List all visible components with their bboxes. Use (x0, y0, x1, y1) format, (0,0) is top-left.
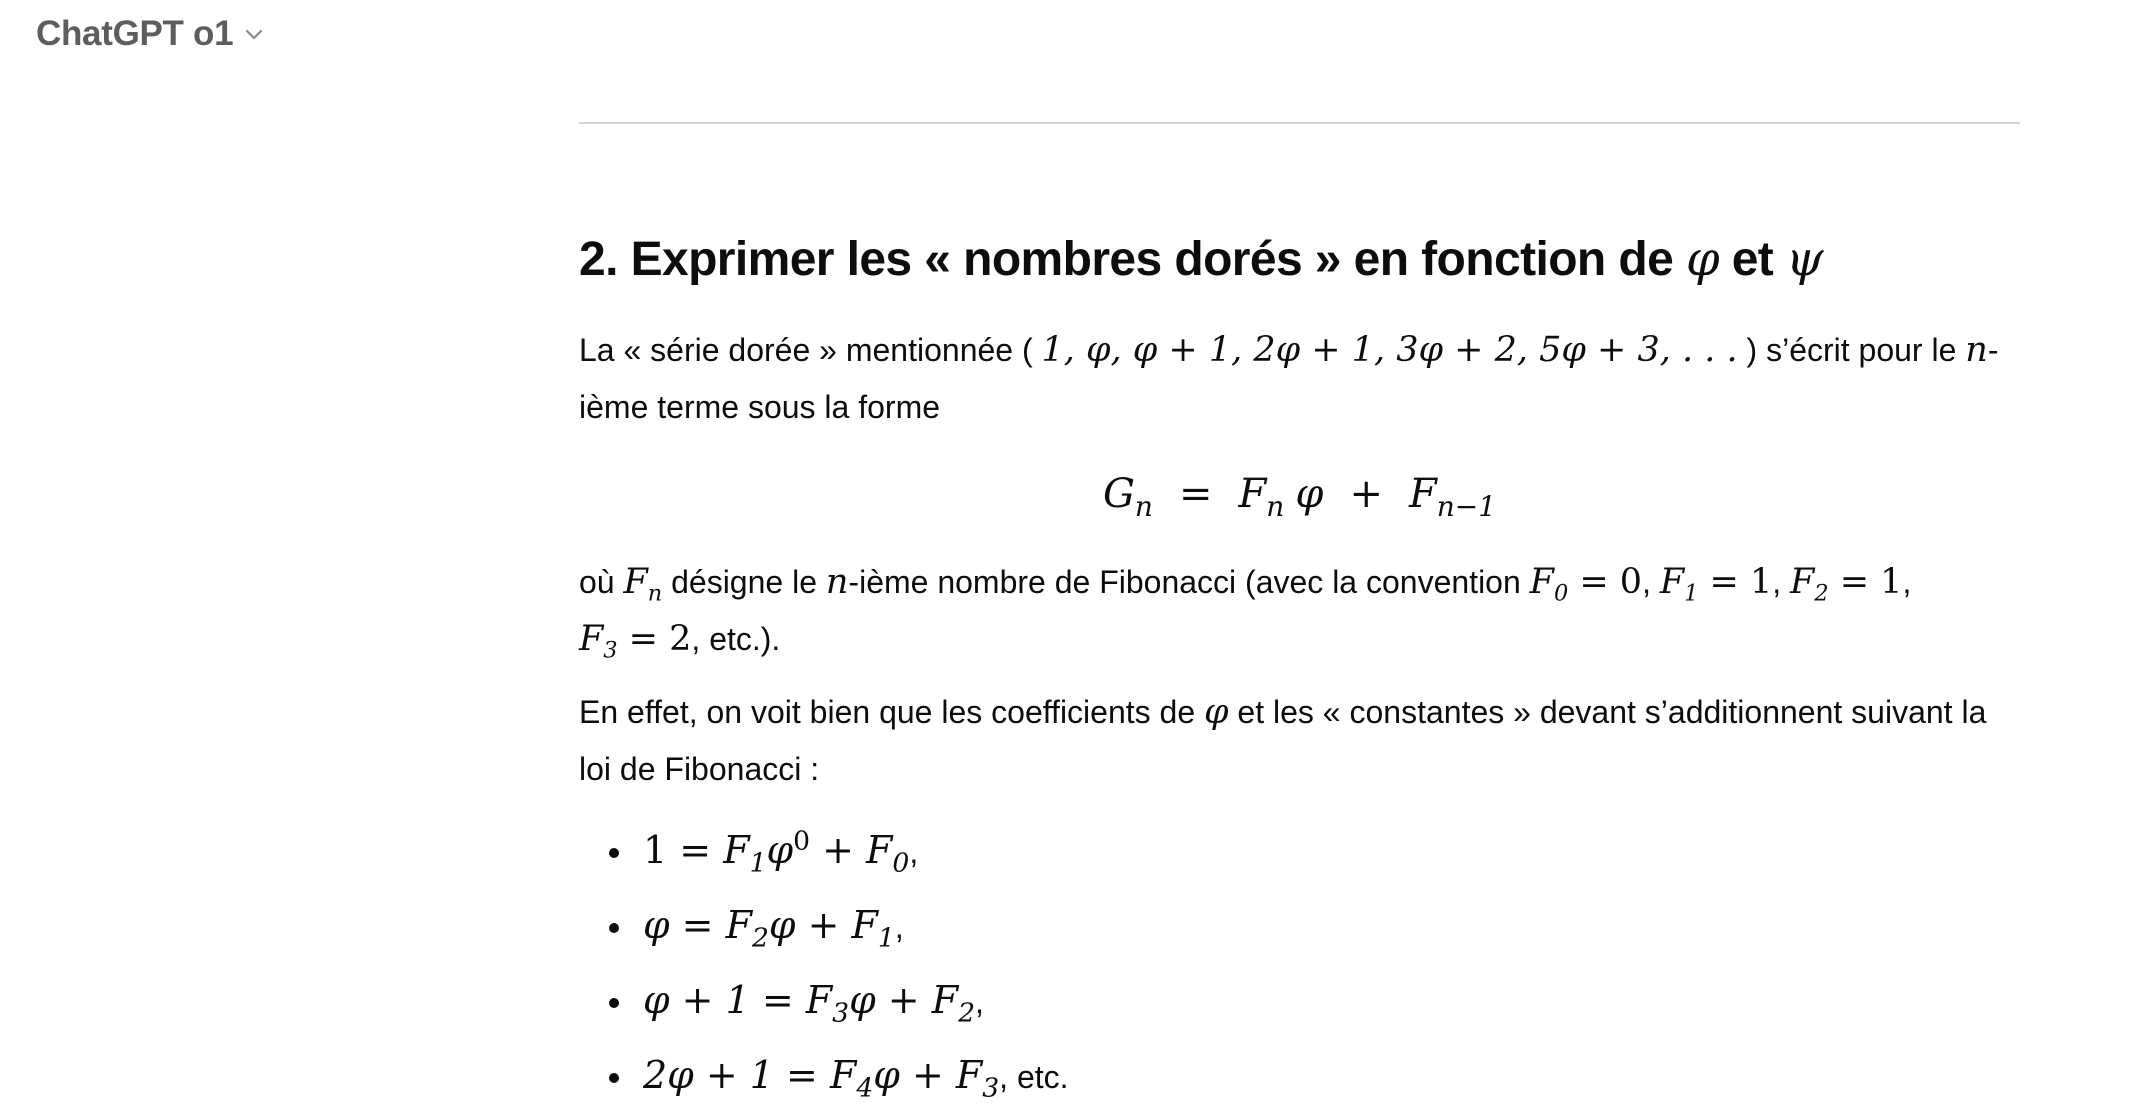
chevron-down-icon[interactable] (243, 23, 265, 45)
list-item: $\varphi = F_2\varphi + F_1$, (643, 889, 2020, 964)
paragraph-coefficients: En effet, on voit bien que les coefficients de φ et les « constantes » devant s’additionnent suivant la loi de Fibonacci : (579, 692, 1987, 787)
list-item: $2\varphi + 1 = F_4\varphi + F_3$, etc. (643, 1039, 2020, 1114)
list-item: $\varphi + 1 = F_3\varphi + F_2$, (643, 964, 2020, 1039)
section-heading: 2. Exprimer les « nombres dorés » en fonction de φ et ψ (579, 231, 1823, 287)
list-item: $1 = F_1\varphi^0 + F_0$, (643, 814, 2020, 889)
message-divider (579, 122, 2020, 124)
model-picker[interactable] (36, 14, 265, 54)
fibonacci-examples-list (579, 814, 2020, 1114)
model-name[interactable]: ChatGPT o1 (36, 14, 234, 53)
assistant-message (579, 225, 2020, 1114)
formula-gn: $G_n = F_n$ $\varphi + F_{n-1}$ (1102, 471, 1497, 523)
golden-series: 1, φ, φ + 1, 2φ + 1, 3φ + 2, 5φ + 3, . . . (1041, 330, 1738, 370)
paragraph-golden-series: La « série dorée » mentionnée ( 1, φ, φ + 1, 2φ + 1, 3φ + 2, 5φ + 3, . . . ) s’écrit pour le n-ième terme sous la forme (579, 330, 1999, 425)
paragraph-fibonacci-definition: où $F_n$ désigne le n-ième nombre de Fibonacci (avec la convention $F_0 = 0$, $F_1 = 1$, $F_2 = 1$, $F_3 = 2$, etc.). (579, 562, 1912, 664)
